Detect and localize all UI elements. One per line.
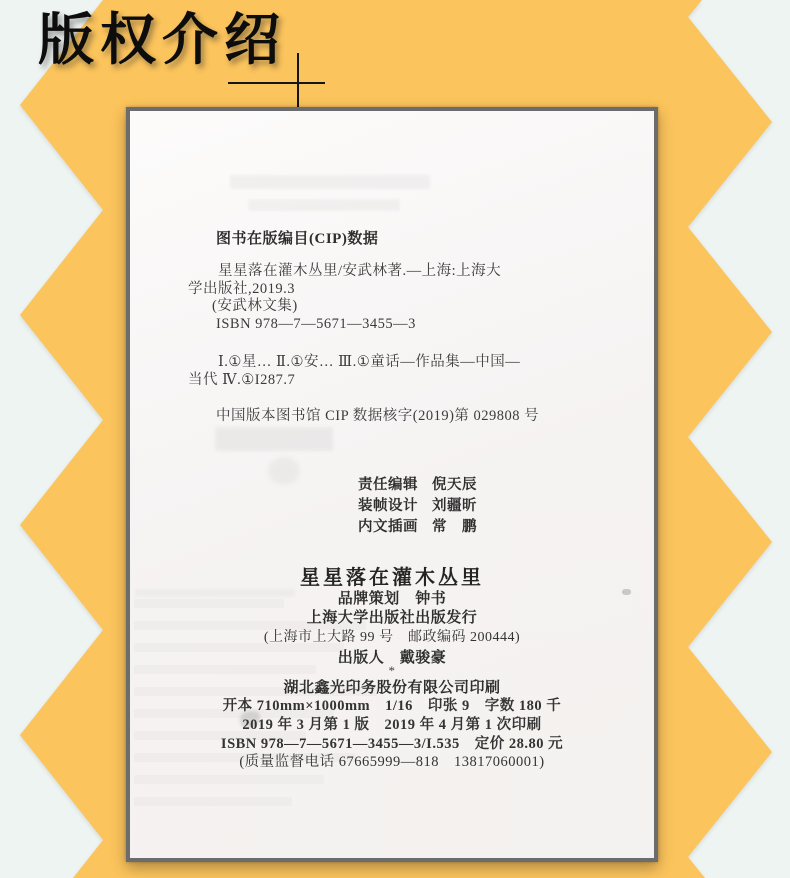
quality-phone-line: (质量监督电话 67665999—818 13817060001) bbox=[239, 754, 545, 770]
printer-line: 湖北鑫光印务股份有限公司印刷 bbox=[283, 680, 501, 696]
ghost-row bbox=[134, 797, 292, 806]
classification-line: 当代 Ⅳ.①I287.7 bbox=[188, 371, 296, 388]
copyright-page-content bbox=[130, 111, 654, 858]
edition-line: 2019 年 3 月第 1 版 2019 年 4 月第 1 次印刷 bbox=[242, 717, 542, 733]
credit-name: 常 鹏 bbox=[432, 519, 477, 535]
credit-role: 责任编辑 bbox=[358, 477, 418, 493]
credit-row bbox=[358, 496, 477, 517]
copyright-page-photo bbox=[126, 107, 658, 862]
cip-entry-line: 学出版社,2019.3 bbox=[188, 280, 295, 297]
isbn-line: ISBN 978—7—5671—3455—3 bbox=[216, 315, 416, 332]
cip-entry-line: 星星落在灌木丛里/安武林著.—上海:上海大 bbox=[218, 263, 502, 279]
asterisk-divider: * bbox=[388, 663, 396, 678]
brand-planning-line: 品牌策划 钟书 bbox=[337, 591, 447, 607]
ghost-row bbox=[134, 775, 324, 784]
classification-line: Ⅰ.①星… Ⅱ.①安… Ⅲ.①童话—作品集—中国— bbox=[218, 354, 521, 370]
ghost-bleedthrough-text bbox=[248, 199, 400, 211]
format-spec-line: 开本 710mm×1000mm 1/16 印张 9 字数 180 千 bbox=[222, 698, 562, 714]
isbn-price-line: ISBN 978—7—5671—3455—3/I.535 定价 28.80 元 bbox=[220, 736, 564, 752]
book-title: 星星落在灌木丛里 bbox=[300, 567, 484, 589]
cip-heading: 图书在版编目(CIP)数据 bbox=[216, 231, 379, 247]
ghost-bleedthrough-title bbox=[215, 427, 333, 451]
page-title: 版权介绍 bbox=[38, 8, 286, 71]
cip-entry-line: (安武林文集) bbox=[212, 298, 298, 314]
credit-name: 刘疆昕 bbox=[432, 498, 477, 514]
cip-entry-block bbox=[188, 263, 501, 333]
credits-block bbox=[358, 475, 477, 538]
ghost-bleedthrough-text bbox=[230, 175, 430, 189]
publisher-address: (上海市上大路 99 号 邮政编码 200444) bbox=[263, 630, 521, 645]
credit-row bbox=[358, 517, 477, 538]
colophon-block bbox=[130, 561, 654, 768]
credit-name: 倪天辰 bbox=[432, 477, 477, 493]
cip-classification-block bbox=[188, 354, 520, 389]
credit-role: 装帧设计 bbox=[358, 498, 418, 514]
ghost-bleedthrough-figure bbox=[268, 457, 300, 485]
publisher-line: 上海大学出版社出版发行 bbox=[306, 610, 478, 626]
cip-record-number: 中国版本图书馆 CIP 数据核字(2019)第 029808 号 bbox=[216, 408, 540, 424]
publisher-person: 出版人 戴骏豪 bbox=[337, 650, 447, 666]
plus-mark-horizontal-line bbox=[228, 82, 325, 84]
credit-row bbox=[358, 475, 477, 496]
plus-mark-vertical-line bbox=[297, 53, 299, 108]
credit-role: 内文插画 bbox=[358, 519, 418, 535]
